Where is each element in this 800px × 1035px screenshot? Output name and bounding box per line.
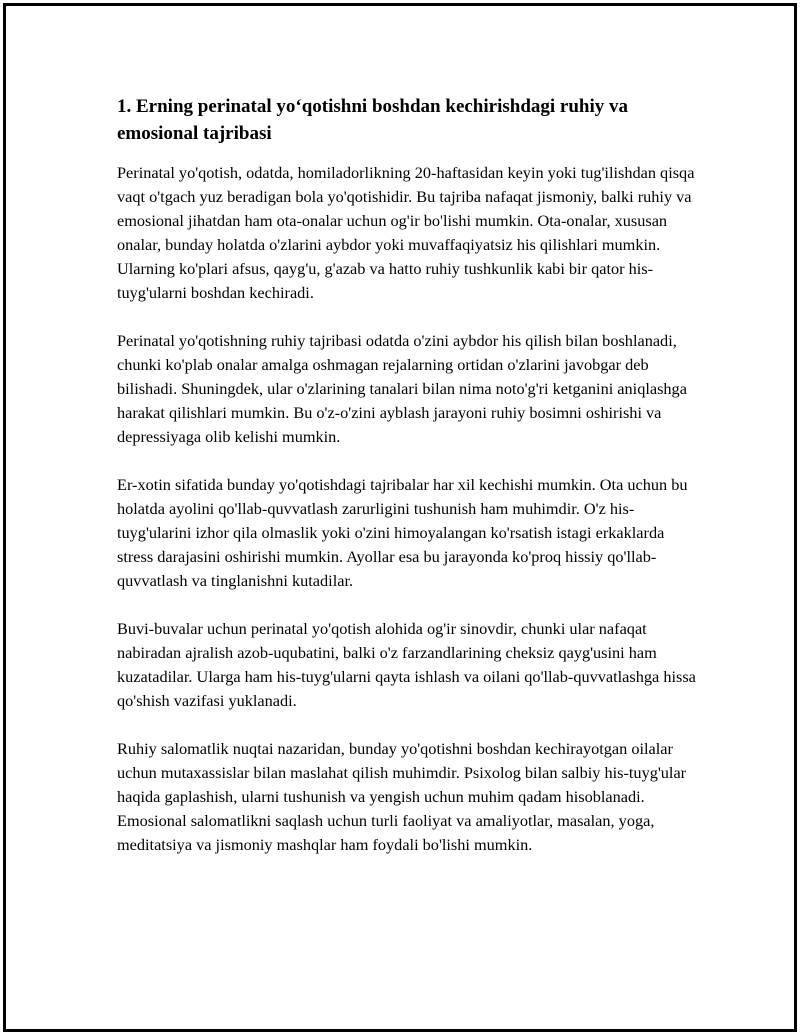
- paragraph-3: Er-xotin sifatida bunday yo'qotishdagi tajribalar har xil kechishi mumkin. Ota uchun bu holatda ayolini qo'llab-quvvatlash zarurligini tushunish ham muhimdir. O'z his-tuyg'ularini izhor qila olmaslik yoki o'zini himoyalangan ko'rsatish istagi erkaklarda stress darajasini oshirishi mumkin. Ayollar esa bu jarayonda ko'proq hissiy qo'llab-quvvatlash va tinglanishni kutadilar.: [117, 475, 688, 590]
- paragraph-2: Perinatal yo'qotishning ruhiy tajribasi odatda o'zini aybdor his qilish bilan boshlanadi, chunki ko'plab onalar amalga oshmagan rejalarning ortidan o'zlarini javobgar deb bilishadi. Shuningdek, ular o'zlarining tanalari bilan nima noto'g'ri ketganini aniqlashga harakat qilishlari mumkin. Bu o'z-o'zini ayblash jarayoni ruhiy bosimni oshirishi va depressiyaga olib kelishi mumkin.: [117, 331, 687, 446]
- section-heading: 1. Erning perinatal yo‘qotishni boshdan kechirishdagi ruhiy va emosional tajribasi: [117, 96, 629, 144]
- document-body: [117, 93, 697, 881]
- paragraph-5: Ruhiy salomatlik nuqtai nazaridan, bunday yo'qotishni boshdan kechirayotgan oilalar uchun mutaxassislar bilan maslahat qilish muhimdir. Psixolog bilan salbiy his-tuyg'ular haqida gaplashish, ularni tushunish va yengish uchun muhim qadam hisoblanadi. Emosional salomatlikni saqlash uchun turli faoliyat va amaliyotlar, masalan, yoga, meditatsiya va jismoniy mashqlar ham foydali bo'lishi mumkin.: [117, 739, 687, 854]
- paragraph-1: Perinatal yo'qotish, odatda, homiladorlikning 20-haftasidan keyin yoki tug'ilishdan qisqa vaqt o'tgach yuz beradigan bola yo'qotishidir. Bu tajriba nafaqat jismoniy, balki ruhiy va emosional jihatdan ham ota-onalar uchun og'ir bo'lishi mumkin. Ota-onalar, xususan onalar, bunday holatda o'zlarini aybdor yoki muvaffaqiyatsiz his qilishlari mumkin. Ularning ko'plari afsus, qayg'u, g'azab va hatto ruhiy tushkunlik kabi bir qator his-tuyg'ularni boshdan kechiradi.: [117, 163, 695, 302]
- paragraph-4: Buvi-buvalar uchun perinatal yo'qotish alohida og'ir sinovdir, chunki ular nafaqat nabiradan ajralish azob-uqubatini, balki o'z farzandlarining cheksiz qayg'usini ham kuzatadilar. Ularga ham his-tuyg'ularni qayta ishlash va oilani qo'llab-quvvatlashga hissa qo'shish vazifasi yuklanadi.: [117, 619, 696, 710]
